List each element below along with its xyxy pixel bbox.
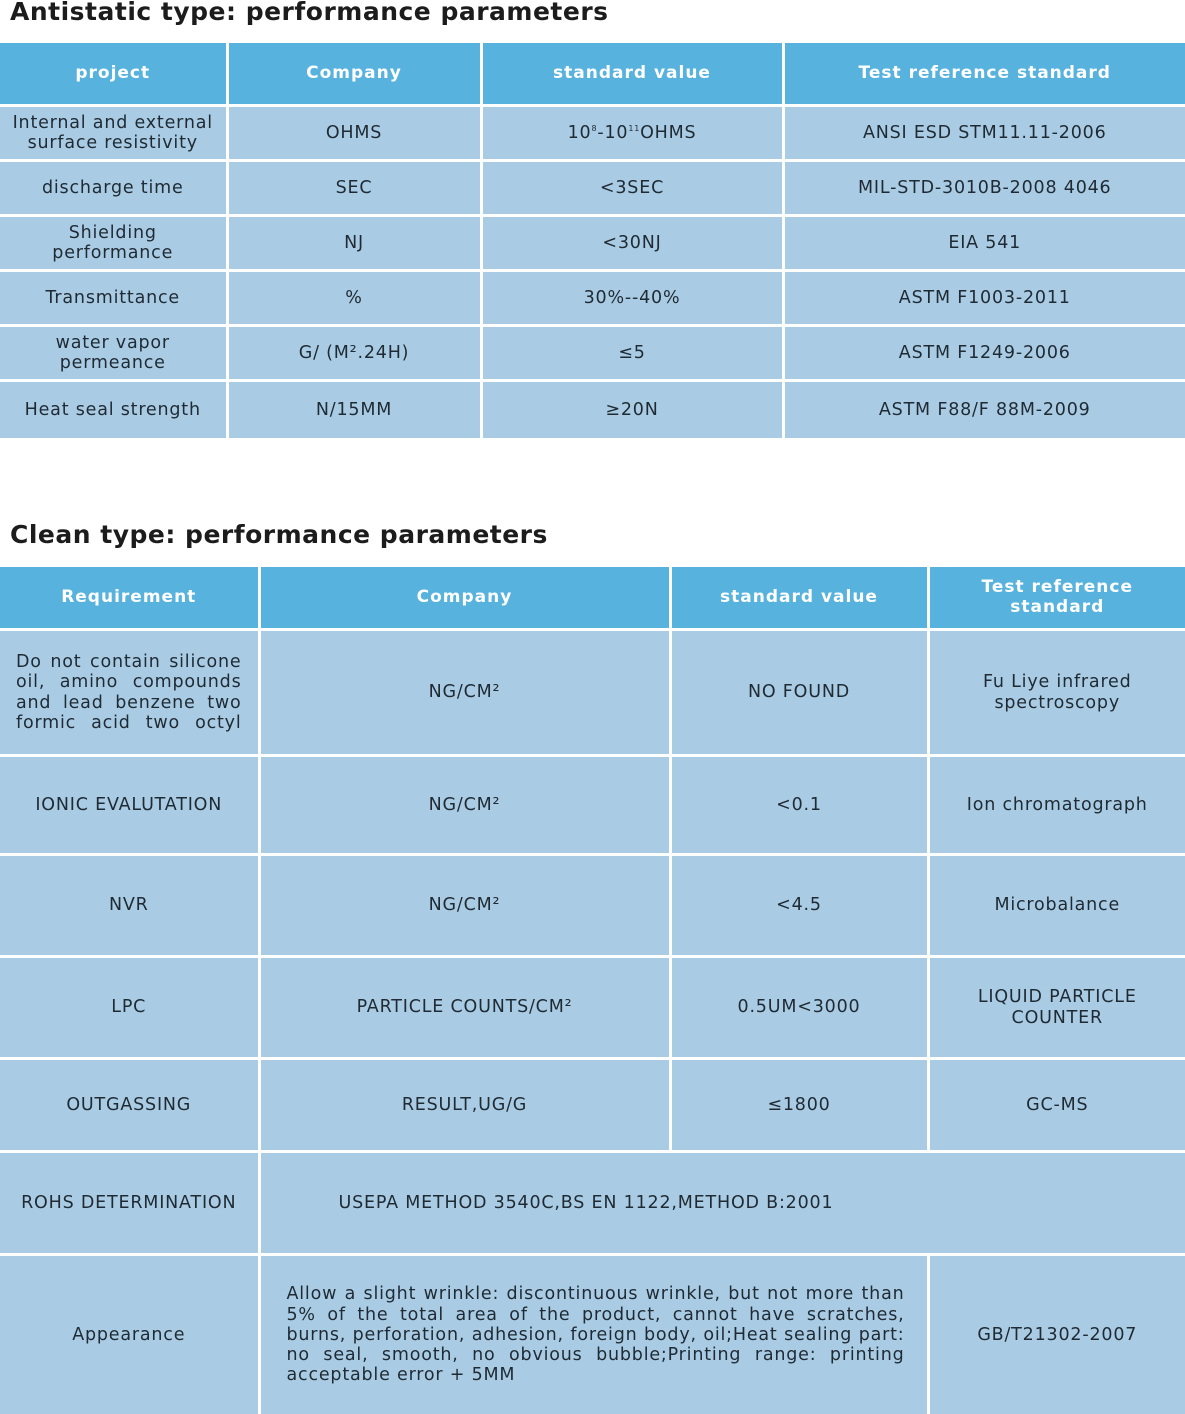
antistatic-table: [0, 43, 1185, 438]
value-unit: OHMS: [640, 122, 697, 143]
project-cell: Shielding performance: [0, 216, 227, 271]
antistatic-title: Antistatic type: performance parameters: [10, 0, 609, 26]
table-header-row: [0, 43, 1185, 106]
project-cell: Transmittance: [0, 271, 227, 326]
requirement-cell: LPC: [0, 957, 259, 1059]
value-cell: <4.5: [670, 855, 928, 957]
company-cell: NG/CM²: [259, 630, 670, 756]
standard-cell: ASTM F88/F 88M-2009: [783, 381, 1185, 439]
clean-table: [0, 567, 1185, 1414]
company-cell: RESULT,UG/G: [259, 1059, 670, 1152]
table-row: [0, 271, 1185, 326]
appearance-description-cell: Allow a slight wrinkle: discontinuous wrinkle, but not more than 5% of the total area of the product, cannot have scratches, burns, perforation, adhesion, foreign body, oil;Heat sealing part: no seal, smooth, no obvious bubble;Printing range: printing acceptable error + 5MM: [259, 1255, 928, 1414]
company-cell: SEC: [227, 161, 481, 216]
standard-cell: Microbalance: [928, 855, 1185, 957]
table-row: [0, 957, 1185, 1059]
requirement-cell: Appearance: [0, 1255, 259, 1414]
standard-cell: EIA 541: [783, 216, 1185, 271]
standard-cell: MIL-STD-3010B-2008 4046: [783, 161, 1185, 216]
table-row: [0, 326, 1185, 381]
standard-cell: Ion chromatograph: [928, 756, 1185, 855]
company-cell: OHMS: [227, 106, 481, 161]
standard-cell: GB/T21302-2007: [928, 1255, 1185, 1414]
company-cell: G/ (M².24H): [227, 326, 481, 381]
column-header: Company: [227, 43, 481, 106]
column-header: project: [0, 43, 227, 106]
standard-cell: ANSI ESD STM11.11-2006: [783, 106, 1185, 161]
column-header: Test reference standard: [928, 567, 1185, 630]
value-cell: NO FOUND: [670, 630, 928, 756]
requirement-cell: ROHS DETERMINATION: [0, 1152, 259, 1255]
column-header: standard value: [481, 43, 783, 106]
table-row: [0, 1152, 1185, 1255]
table-row: [0, 756, 1185, 855]
column-header: Requirement: [0, 567, 259, 630]
value-base: 10: [567, 122, 592, 143]
company-cell: PARTICLE COUNTS/CM²: [259, 957, 670, 1059]
column-header: standard value: [670, 567, 928, 630]
requirement-cell: NVR: [0, 855, 259, 957]
table-row: [0, 381, 1185, 439]
standard-cell: GC-MS: [928, 1059, 1185, 1152]
table-row: [0, 161, 1185, 216]
table-header-row: [0, 567, 1185, 630]
clean-title: Clean type: performance parameters: [10, 520, 548, 549]
company-cell: NJ: [227, 216, 481, 271]
standard-cell: ASTM F1003-2011: [783, 271, 1185, 326]
value-cell: ≥20N: [481, 381, 783, 439]
value-cell: [481, 106, 783, 161]
merged-method-cell: USEPA METHOD 3540C,BS EN 1122,METHOD B:2001: [259, 1152, 1185, 1255]
project-cell: Heat seal strength: [0, 381, 227, 439]
company-cell: NG/CM²: [259, 756, 670, 855]
company-cell: %: [227, 271, 481, 326]
standard-cell: Fu Liye infrared spectroscopy: [928, 630, 1185, 756]
standard-cell: ASTM F1249-2006: [783, 326, 1185, 381]
value-cell: 30%--40%: [481, 271, 783, 326]
requirement-cell: OUTGASSING: [0, 1059, 259, 1152]
table-row: [0, 630, 1185, 756]
standard-cell: LIQUID PARTICLE COUNTER: [928, 957, 1185, 1059]
requirement-cell: Do not contain silicone oil, amino compounds and lead benzene two formic acid two octyl: [0, 630, 259, 756]
project-cell: discharge time: [0, 161, 227, 216]
value-cell: 0.5UM<3000: [670, 957, 928, 1059]
table-row: [0, 1059, 1185, 1152]
table-row: [0, 216, 1185, 271]
value-exponent: 11: [628, 123, 641, 133]
requirement-cell: IONIC EVALUTATION: [0, 756, 259, 855]
column-header: Company: [259, 567, 670, 630]
project-cell: water vapor permeance: [0, 326, 227, 381]
value-cell: <0.1: [670, 756, 928, 855]
value-mid: -10: [597, 122, 629, 143]
value-cell: <3SEC: [481, 161, 783, 216]
value-exponent: 8: [591, 123, 598, 133]
column-header: Test reference standard: [783, 43, 1185, 106]
table-row: [0, 1255, 1185, 1414]
table-row: [0, 855, 1185, 957]
value-cell: ≤5: [481, 326, 783, 381]
project-cell: Internal and external surface resistivity: [0, 106, 227, 161]
value-cell: ≤1800: [670, 1059, 928, 1152]
company-cell: N/15MM: [227, 381, 481, 439]
company-cell: NG/CM²: [259, 855, 670, 957]
value-cell: <30NJ: [481, 216, 783, 271]
table-row: [0, 106, 1185, 161]
